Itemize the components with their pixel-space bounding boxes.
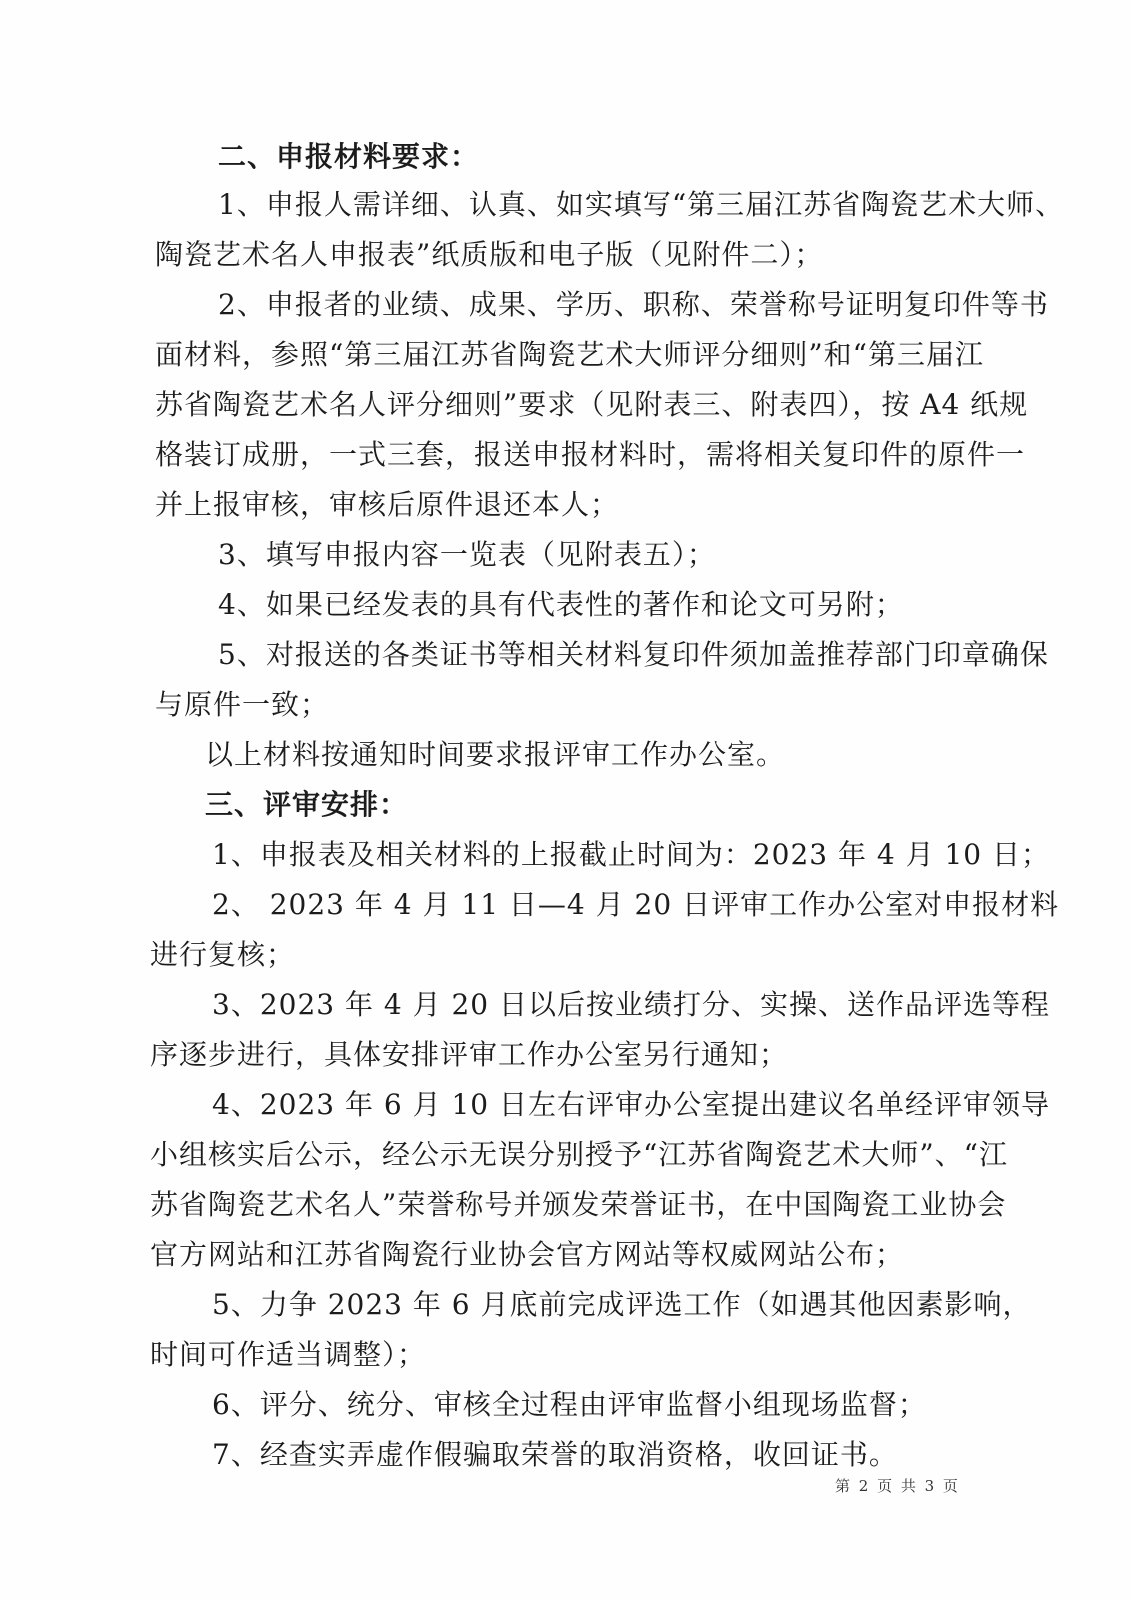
paragraph-line: 3、填写申报内容一览表（见附表五）； bbox=[218, 538, 716, 571]
paragraph-line: 序逐步进行，具体安排评审工作办公室另行通知； bbox=[150, 1038, 789, 1071]
section-heading-materials: 二、申报材料要求： bbox=[218, 140, 480, 173]
paragraph-line: 以上材料按通知时间要求报评审工作办公室。 bbox=[205, 738, 786, 771]
paragraph-line: 4、如果已经发表的具有代表性的著作和论文可另附； bbox=[218, 588, 904, 621]
paragraph-line: 2、申报者的业绩、成果、学历、职称、荣誉称号证明复印件等书 bbox=[218, 288, 1049, 321]
paragraph-line: 5、力争 2023 年 6 月底前完成评选工作（如遇其他因素影响， bbox=[212, 1288, 1032, 1321]
paragraph-line: 小组核实后公示，经公示无误分别授予“江苏省陶瓷艺术大师”、“江 bbox=[150, 1138, 1008, 1171]
paragraph-line: 时间可作适当调整）； bbox=[150, 1338, 427, 1371]
paragraph-line: 7、经查实弄虚作假骗取荣誉的取消资格，收回证书。 bbox=[212, 1438, 898, 1471]
page-number-footer: 第 2 页 共 3 页 bbox=[835, 1477, 960, 1495]
paragraph-line: 并上报审核，审核后原件退还本人； bbox=[155, 488, 620, 521]
paragraph-line: 6、评分、统分、审核全过程由评审监督小组现场监督； bbox=[212, 1388, 927, 1421]
paragraph-line: 4、2023 年 6 月 10 日左右评审办公室提出建议名单经评审领导 bbox=[212, 1088, 1051, 1121]
paragraph-line: 苏省陶瓷艺术名人评分细则”要求（见附表三、附表四），按 A4 纸规 bbox=[155, 388, 1029, 421]
section-heading-review: 三、评审安排： bbox=[205, 788, 409, 821]
paragraph-line: 1、申报人需详细、认真、如实填写“第三届江苏省陶瓷艺术大师、 bbox=[218, 188, 1065, 221]
paragraph-line: 与原件一致； bbox=[155, 688, 330, 721]
paragraph-line: 格装订成册，一式三套，报送申报材料时，需将相关复印件的原件一 bbox=[155, 438, 1026, 471]
paragraph-line: 进行复核； bbox=[150, 938, 296, 971]
paragraph-line: 陶瓷艺术名人申报表”纸质版和电子版（见附件二）； bbox=[155, 238, 824, 271]
paragraph-line: 5、对报送的各类证书等相关材料复印件须加盖推荐部门印章确保 bbox=[218, 638, 1049, 671]
paragraph-line: 3、2023 年 4 月 20 日以后按业绩打分、实操、送作品评选等程 bbox=[212, 988, 1051, 1021]
paragraph-line: 官方网站和江苏省陶瓷行业协会官方网站等权威网站公布； bbox=[150, 1238, 905, 1271]
paragraph-line: 面材料，参照“第三届江苏省陶瓷艺术大师评分细则”和“第三届江 bbox=[155, 338, 984, 371]
paragraph-line: 1、申报表及相关材料的上报截止时间为：2023 年 4 月 10 日； bbox=[212, 838, 1051, 871]
paragraph-line: 2、 2023 年 4 月 11 日—4 月 20 日评审工作办公室对申报材料 bbox=[212, 888, 1060, 921]
paragraph-line: 苏省陶瓷艺术名人”荣誉称号并颁发荣誉证书，在中国陶瓷工业协会 bbox=[150, 1188, 1007, 1221]
